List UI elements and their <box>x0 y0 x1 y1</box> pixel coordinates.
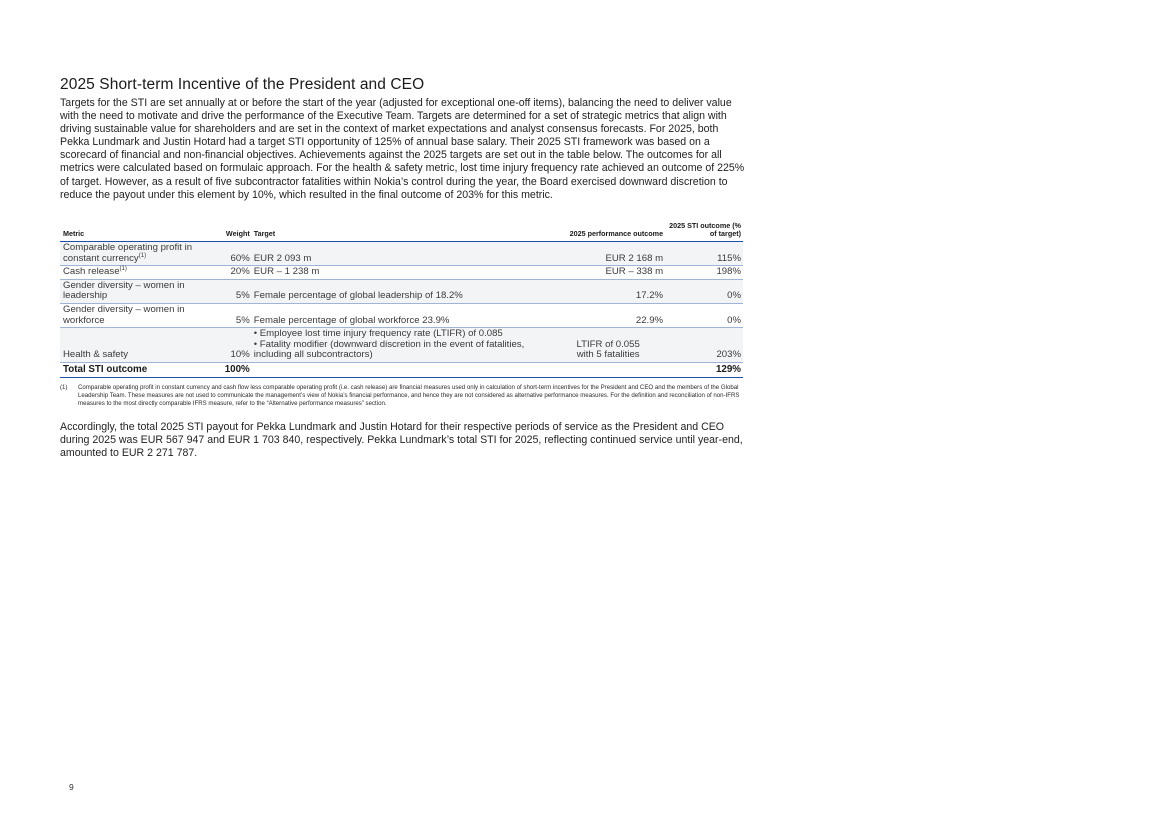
target-cell: EUR 2 093 m <box>254 241 553 265</box>
outcome-cell: 0% <box>665 279 743 303</box>
metric-cell: Gender diversity – women in workforce <box>60 303 206 327</box>
performance-cell: 22.9% <box>553 303 665 327</box>
metric-cell: Cash release$^{(1)}$ <box>60 266 206 280</box>
total-target-empty <box>254 362 553 378</box>
outcome-cell: 0% <box>665 303 743 327</box>
section-title: 2025 Short-term Incentive of the President and CEO <box>60 76 425 93</box>
footnote-text: Comparable operating profit in constant currency and cash flow less comparable operating profit (i.e. cash release) are financial measures used only in calculation of short-term incentives for the President and CEO and the members of the Global Leadership Team. These measures are not used to communicate the management’s view of Nokia’s financial performance, and hence they are not considered as alternative performance measures. For the definition and reconciliation of non-IFRS measures to the most directly comparable IFRS measure, refer to the “Alternative performance measures” section. <box>78 384 740 407</box>
target-cell: Female percentage of global workforce 23.9% <box>254 303 553 327</box>
target-bullet: • Fatality modifier (downward discretion in the event of fatalities, including all subcontractors) <box>253 338 525 361</box>
header-metric: Metric <box>60 222 206 242</box>
performance-cell: EUR – 338 m <box>553 266 665 280</box>
target-cell <box>254 328 553 363</box>
weight-cell: 20% <box>206 266 254 280</box>
target-cell: EUR – 1 238 m <box>254 266 553 280</box>
total-performance-empty <box>553 362 665 378</box>
performance-cell: EUR 2 168 m <box>553 241 665 265</box>
outcome-cell: 115% <box>665 241 743 265</box>
weight-cell: 5% <box>206 279 254 303</box>
header-outcome: 2025 STI outcome (% of target) <box>665 222 743 242</box>
total-label: Total STI outcome <box>60 362 206 378</box>
total-outcome: 129% <box>665 362 743 378</box>
performance-cell: 17.2% <box>553 279 665 303</box>
target-cell: Female percentage of global leadership of 18.2% <box>254 279 553 303</box>
outcome-cell: 203% <box>665 328 743 363</box>
page-number: 9 <box>69 782 74 792</box>
intro-paragraph: Targets for the STI are set annually at or before the start of the year (adjusted for exceptional one-off items), balancing the need to deliver value with the need to motivate and drive the performance of the Executive Team. Targets are determined for a set of strategic metrics that align with driving sustainable value for shareholders and are set in the context of market expectations and analyst consensus forecasts. For 2025, both Pekka Lundmark and Justin Hotard had a target STI opportunity of 125% of annual base salary. Their 2025 STI framework was based on a scorecard of financial and non-financial objectives. Achievements against the 2025 targets are set out in the table below. The outcomes for all metrics were calculated based on formulaic approach. For the health & safety metric, lost time injury frequency rate achieved an outcome of 225% of target. However, as a result of five subcontractor fatalities within Nokia’s control during the year, the Board exercised downward discretion to reduce the payout under this element by 10%, which resulted in the final outcome of 203% for this metric. <box>60 97 745 201</box>
header-target: Target <box>254 222 553 242</box>
weight-cell: 10% <box>206 328 254 363</box>
footnote-ref: (1) <box>119 266 127 273</box>
metric-cell: Health & safety <box>60 328 206 363</box>
performance-line: with 5 fatalities <box>576 349 640 361</box>
header-weight: Weight <box>206 222 254 242</box>
footnote-ref: (1) <box>138 252 147 259</box>
weight-cell: 5% <box>206 303 254 327</box>
performance-line: LTIFR of 0.055 <box>576 338 640 350</box>
table-footnote <box>60 384 750 407</box>
table-row <box>60 266 743 280</box>
target-bullet: • Employee lost time injury frequency rate (LTIFR) of 0.085 <box>253 328 503 340</box>
performance-cell <box>553 328 665 363</box>
weight-cell: 60% <box>206 241 254 265</box>
header-performance: 2025 performance outcome <box>553 222 665 242</box>
total-row <box>60 362 743 378</box>
outcome-cell: 198% <box>665 266 743 280</box>
metric-cell: Gender diversity – women in leadership <box>60 279 206 303</box>
closing-paragraph: Accordingly, the total 2025 STI payout for Pekka Lundmark and Justin Hotard for their respective periods of service as the President and CEO during 2025 was EUR 567 947 and EUR 1 703 840, respectively. Pekka Lundmark’s total STI for 2025, reflecting continued service until year-end, amounted to EUR 2 271 787. <box>60 421 743 460</box>
table-row <box>60 328 743 363</box>
table-header-row <box>60 222 743 242</box>
metric-cell: Comparable operating profit in constant currency$^{(1)}$ <box>60 241 206 265</box>
sti-outcome-table <box>60 222 743 379</box>
table-row <box>60 303 743 327</box>
table-row <box>60 241 743 265</box>
footnote-mark: (1) <box>60 384 68 392</box>
total-weight: 100% <box>206 362 254 378</box>
page-content <box>60 76 750 461</box>
table-row <box>60 279 743 303</box>
